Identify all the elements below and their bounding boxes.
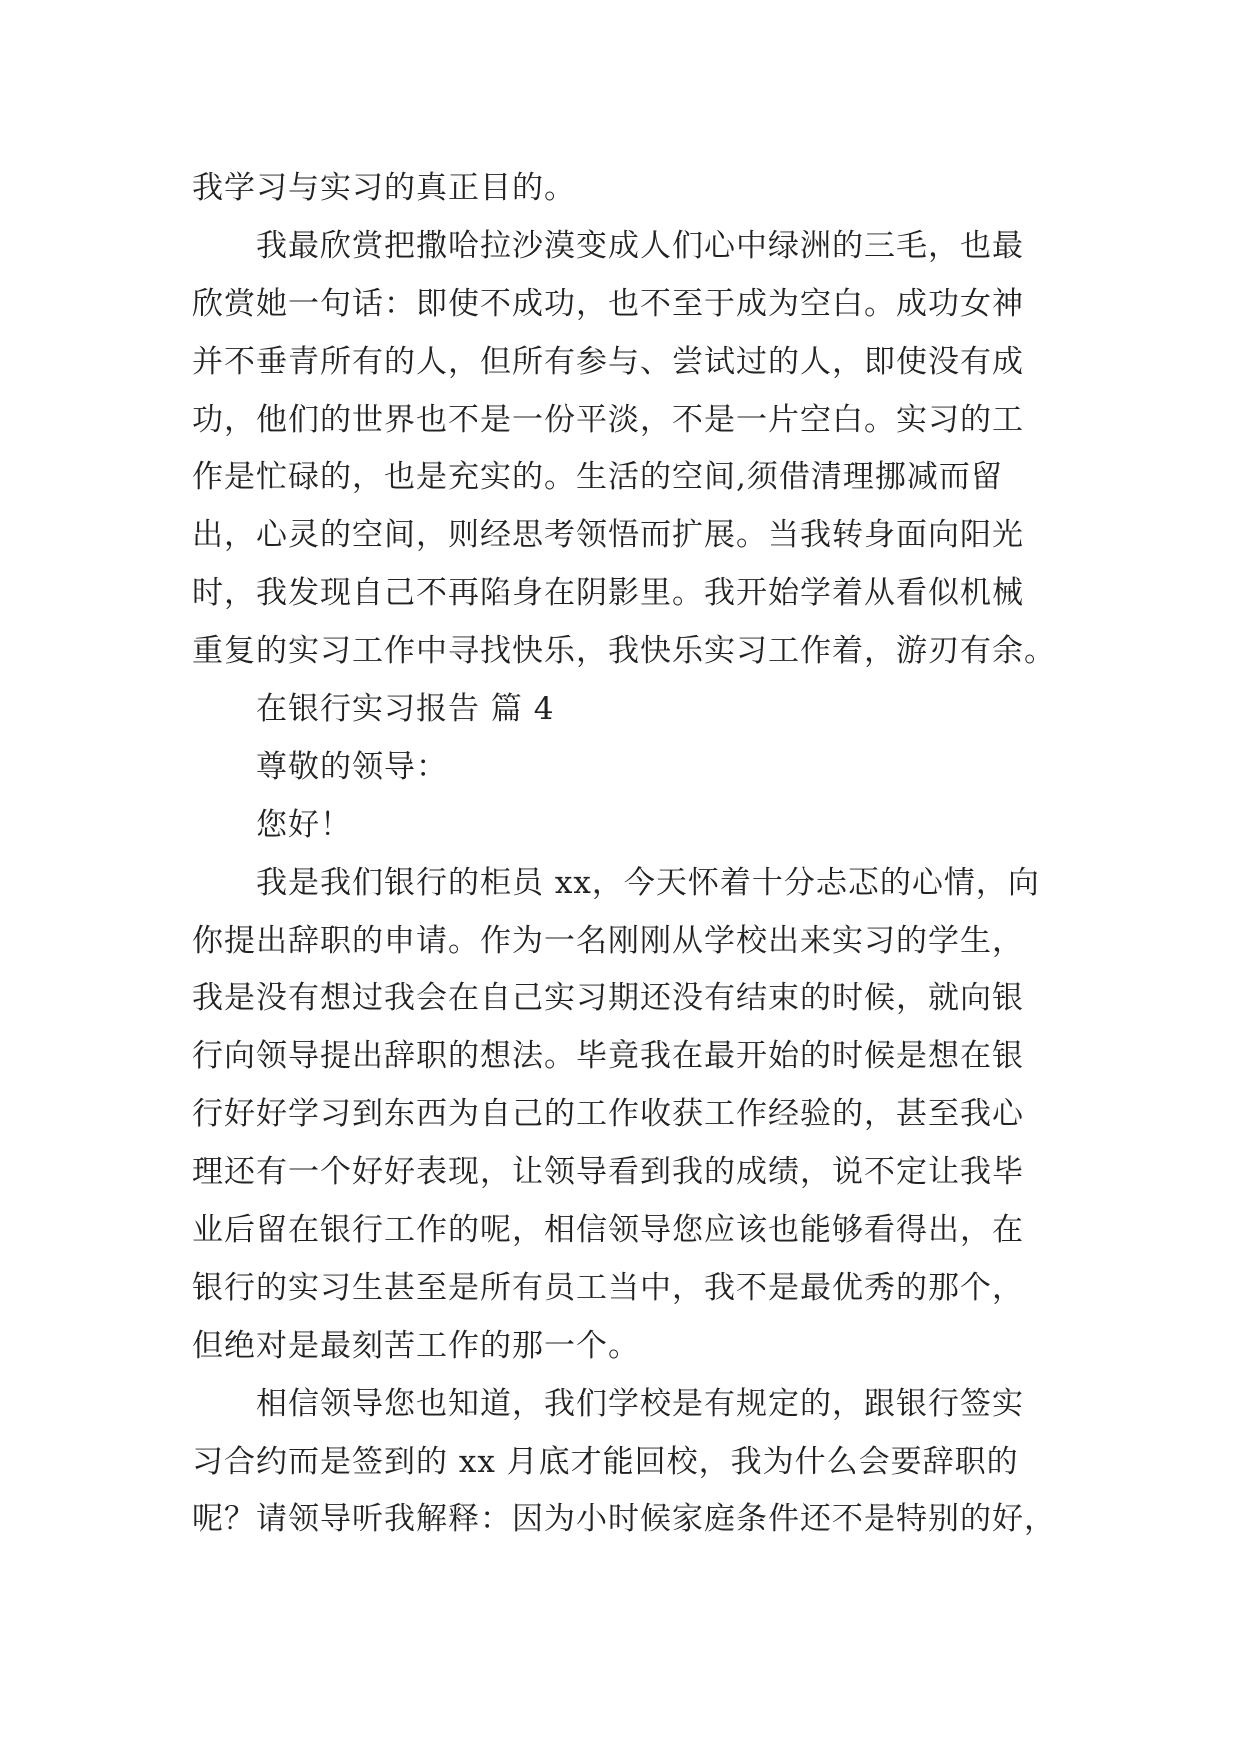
greeting: 您好！ [256, 806, 352, 843]
text-line: 银行的实习生甚至是所有员工当中，我不是最优秀的那个， [192, 1269, 1024, 1306]
text-line: 你提出辞职的申请。作为一名刚刚从学校出来实习的学生， [192, 922, 1024, 959]
text-line: 作是忙碌的，也是充实的。生活的空间,须借清理挪减而留 [192, 459, 1003, 496]
text-line: 重复的实习工作中寻找快乐，我快乐实习工作着，游刃有余。 [192, 633, 1056, 670]
text-line: 我学习与实习的真正目的。 [192, 170, 576, 206]
text-line: 呢？请领导听我解释：因为小时候家庭条件还不是特别的好， [192, 1501, 1056, 1538]
text-line: 我最欣赏把撒哈拉沙漠变成人们心中绿洲的三毛，也最 [256, 227, 1024, 264]
text-line: 习合约而是签到的 xx 月底才能回校，我为什么会要辞职的 [192, 1443, 1019, 1480]
section-heading: 在银行实习报告 篇 4 [256, 691, 555, 728]
text-line: 并不垂青所有的人，但所有参与、尝试过的人，即使没有成 [192, 343, 1024, 380]
text-line: 功，他们的世界也不是一份平淡，不是一片空白。实习的工 [192, 401, 1024, 438]
text-line: 欣赏她一句话：即使不成功，也不至于成为空白。成功女神 [192, 285, 1024, 322]
document-body [192, 160, 1056, 1549]
text-line: 理还有一个好好表现，让领导看到我的成绩，说不定让我毕 [192, 1154, 1024, 1191]
text-line: 行向领导提出辞职的想法。毕竟我在最开始的时候是想在银 [192, 1038, 1024, 1075]
text-line: 行好好学习到东西为自己的工作收获工作经验的，甚至我心 [192, 1096, 1024, 1133]
text-line: 但绝对是最刻苦工作的那一个。 [192, 1327, 640, 1364]
text-line: 相信领导您也知道，我们学校是有规定的，跟银行签实 [256, 1385, 1024, 1422]
text-line: 我是没有想过我会在自己实习期还没有结束的时候，就向银 [192, 980, 1024, 1017]
text-line: 出，心灵的空间，则经思考领悟而扩展。当我转身面向阳光 [192, 517, 1024, 554]
text-line: 我是我们银行的柜员 xx，今天怀着十分忐忑的心情，向 [256, 864, 1040, 901]
text-line: 业后留在银行工作的呢，相信领导您应该也能够看得出，在 [192, 1212, 1024, 1249]
salutation: 尊敬的领导： [256, 748, 448, 785]
text-line: 时，我发现自己不再陷身在阴影里。我开始学着从看似机械 [192, 575, 1024, 612]
